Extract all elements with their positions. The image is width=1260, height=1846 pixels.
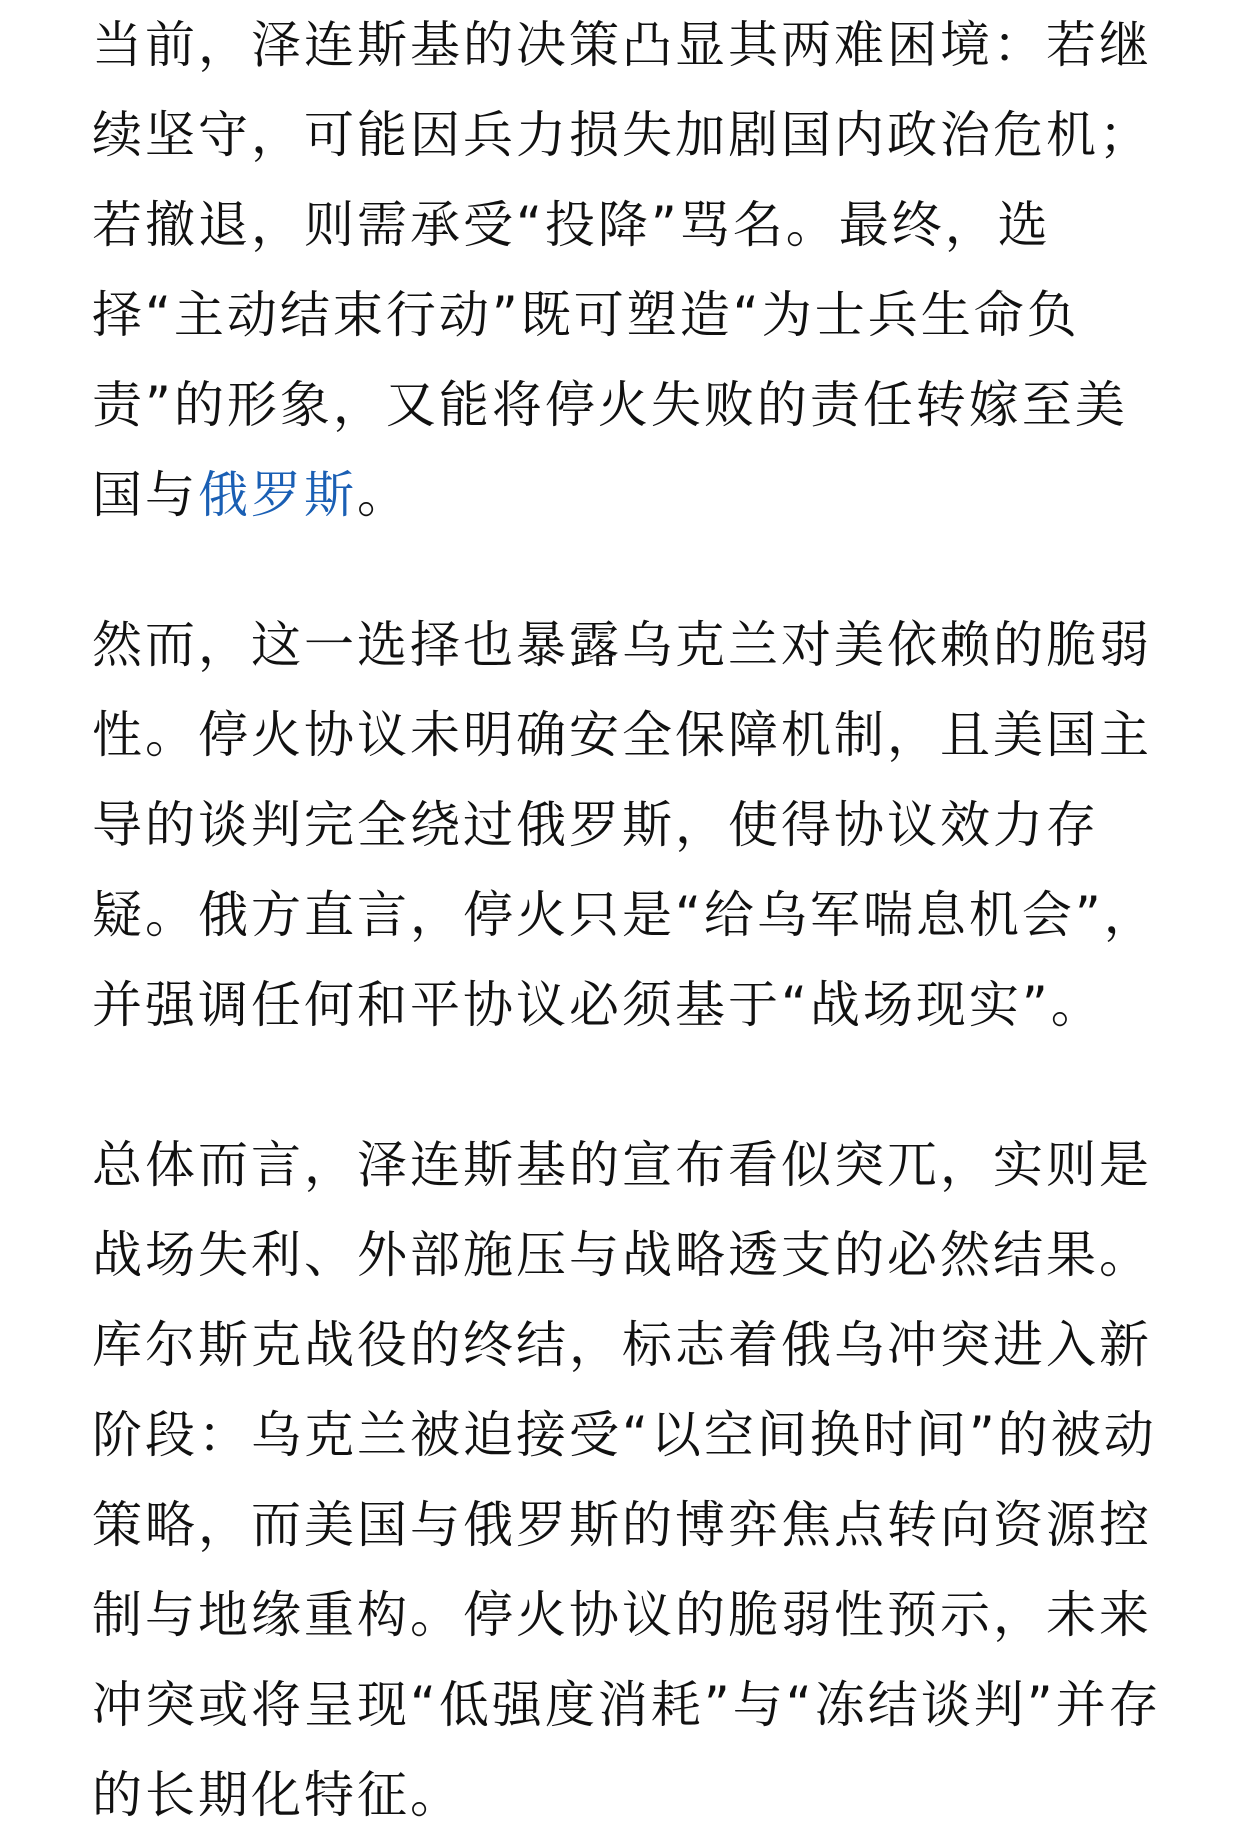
paragraph-3: 总体而言，泽连斯基的宣布看似突兀，实则是战场失利、外部施压与战略透支的必然结果。库尔斯克战役的终结，标志着俄乌冲突进入新阶段：乌克兰被迫接受“以空间换时间”的被动策略，而美国与俄罗斯的博弈焦点转向资源控制与地缘重构。停火协议的脆弱性预示，未来冲突或将呈现“低强度消耗”与“冻结谈判”并存的长期化特征。: [92, 1136, 1162, 1824]
paragraph-1-end: 。: [357, 466, 410, 524]
paragraph-1: [92, 0, 1168, 540]
paragraph-1-text: 当前，泽连斯基的决策凸显其两难困境：若继续坚守，可能因兵力损失加剧国内政治危机；若撤退，则需承受“投降”骂名。最终，选择“主动结束行动”既可塑造“为士兵生命负责”的形象，又能将停火失败的责任转嫁至美国与: [92, 16, 1152, 524]
russia-link[interactable]: 俄罗斯: [198, 466, 357, 524]
paragraph-2: 然而，这一选择也暴露乌克兰对美依赖的脆弱性。停火协议未明确安全保障机制，且美国主导的谈判完全绕过俄罗斯，使得协议效力存疑。俄方直言，停火只是“给乌军喘息机会”，并强调任何和平协议必须基于“战场现实”。: [92, 616, 1157, 1034]
